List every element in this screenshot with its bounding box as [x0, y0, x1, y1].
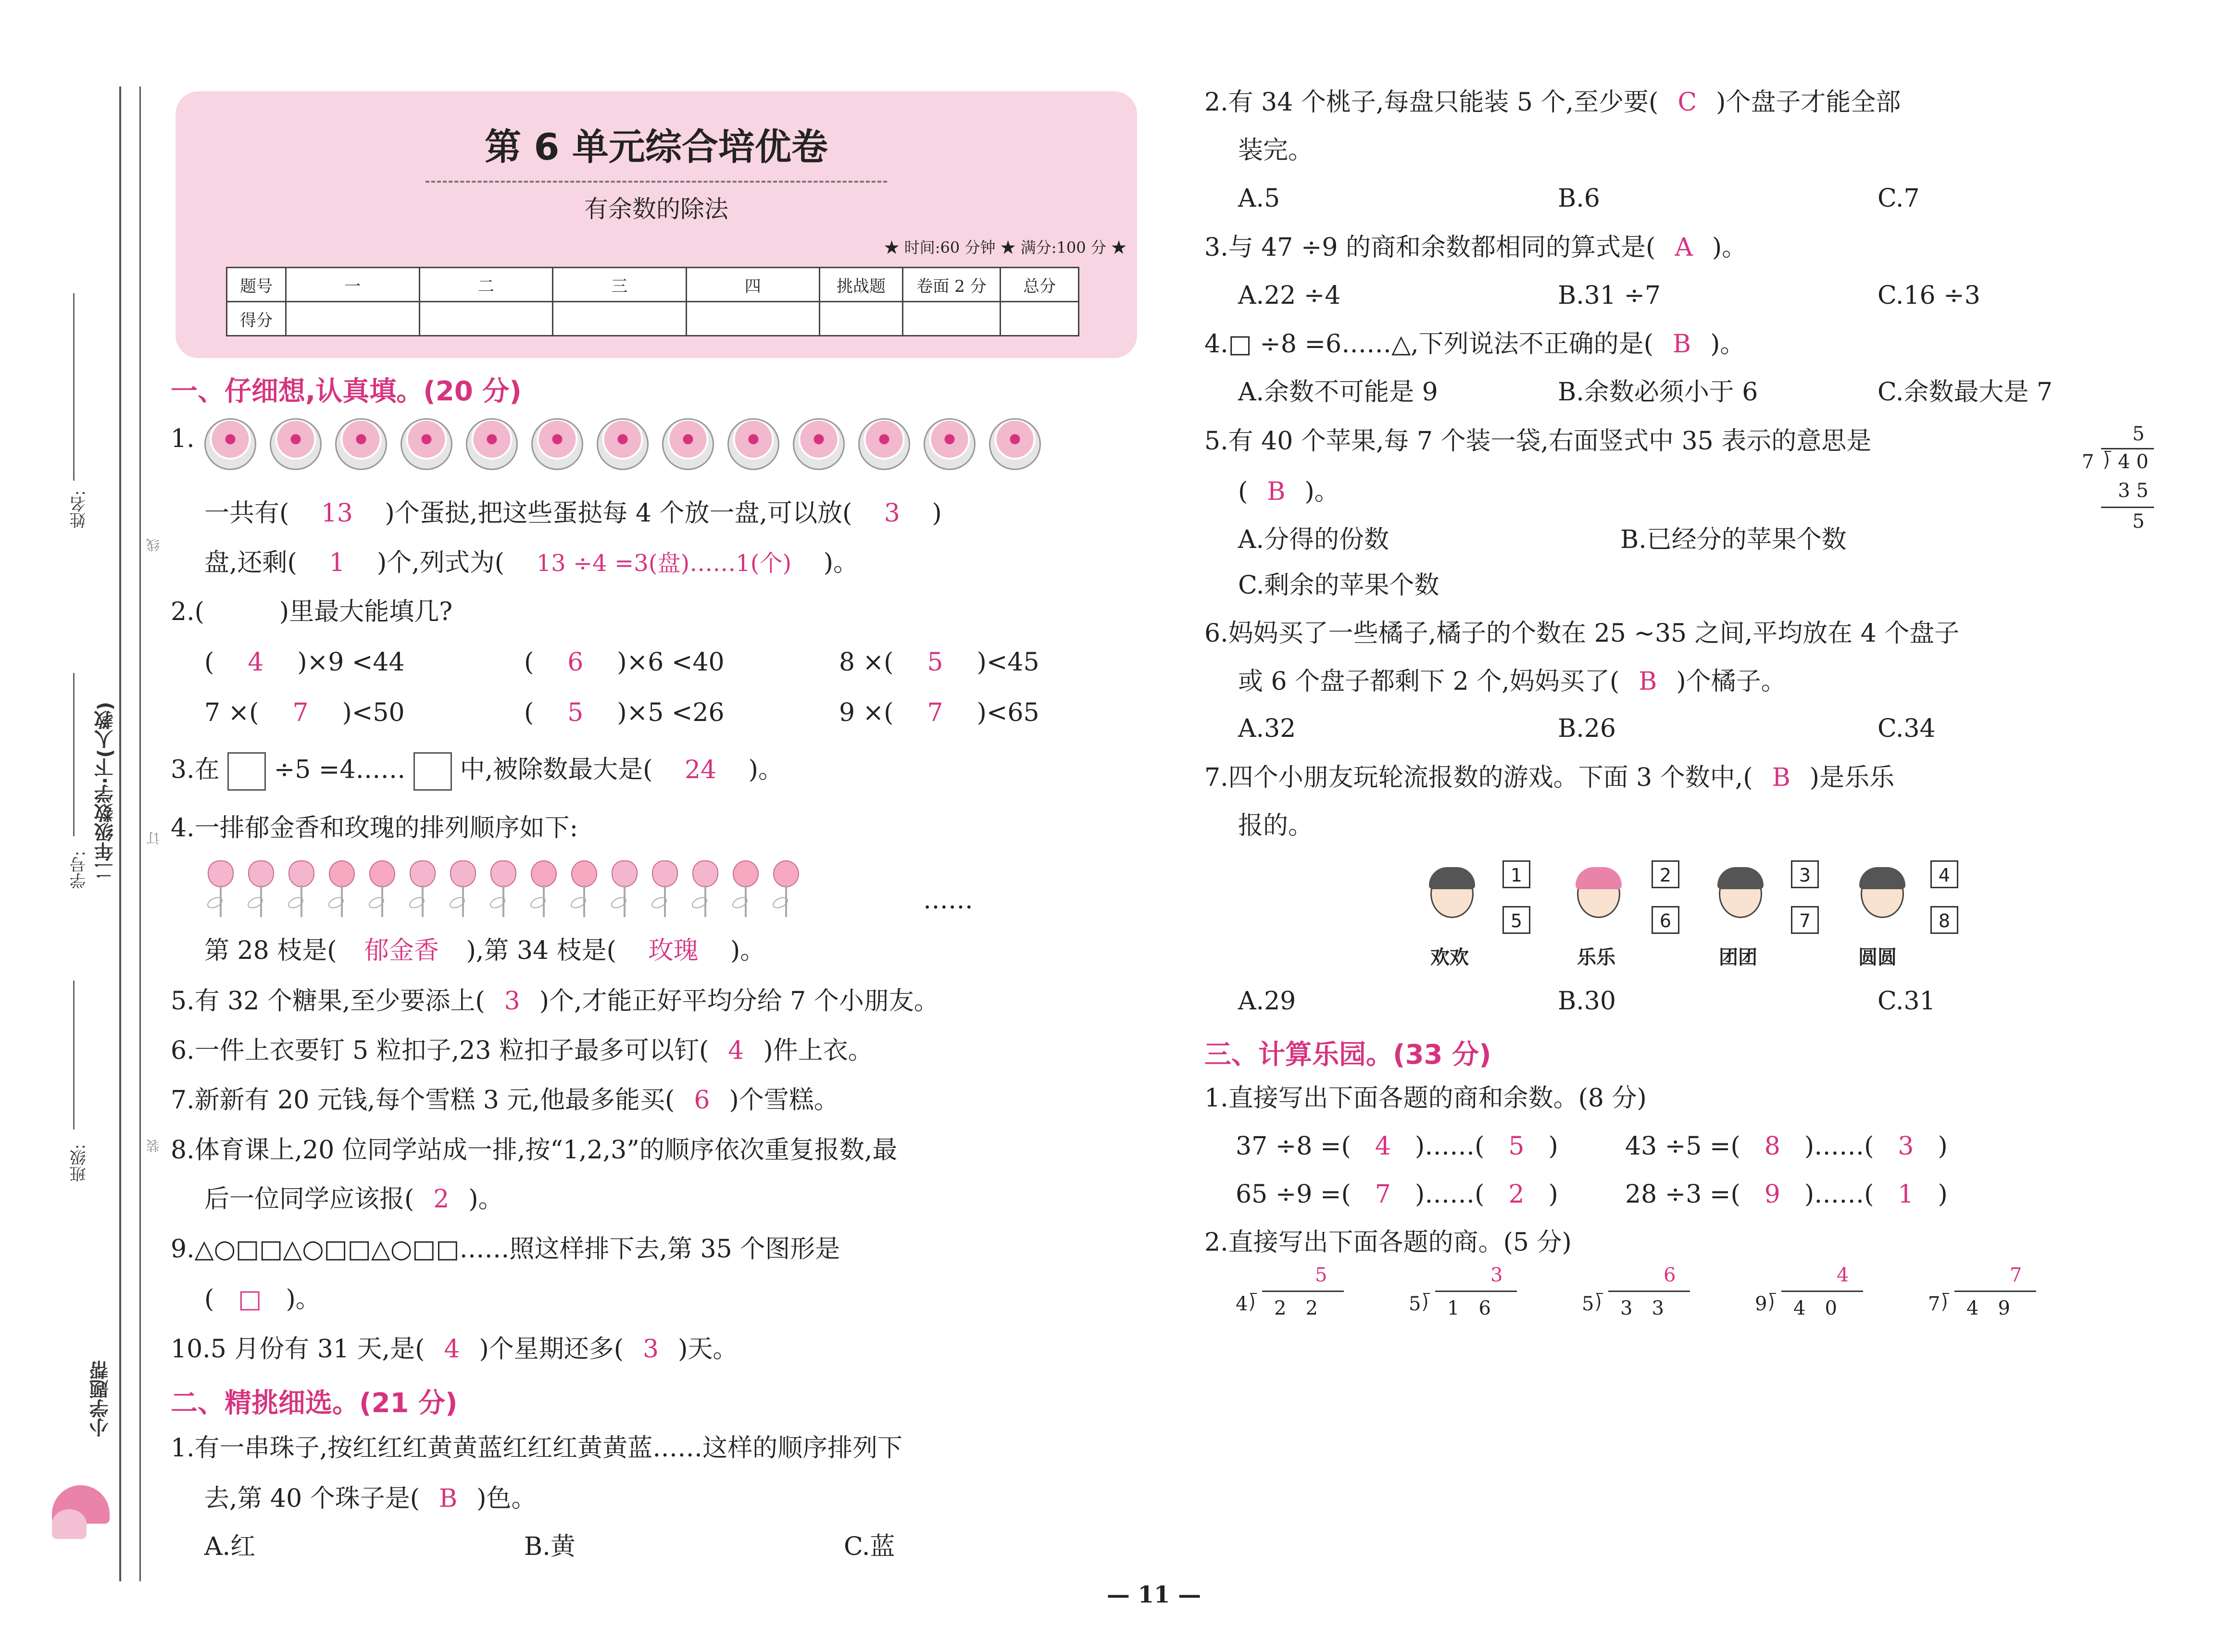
quotient: 5 [1315, 1264, 1327, 1286]
answer: B [439, 1484, 458, 1513]
flower-ellipsis: …… [923, 886, 973, 915]
rose-icon [323, 860, 361, 918]
number-box: 8 [1930, 906, 1958, 934]
boy-yuanyuan-icon [1853, 865, 1911, 923]
rose-icon [767, 860, 805, 918]
student-no-label: 学号: [70, 851, 89, 889]
s1-q2-item: ( 6 )×6 <40 [524, 648, 725, 677]
binding-line-right [139, 87, 141, 1581]
title-divider [426, 181, 887, 183]
answer: 2 [433, 1185, 450, 1214]
division-bracket-icon: ⟌ [2103, 451, 2112, 473]
quotient: 4 [1837, 1264, 1849, 1286]
answer: 1 [1898, 1180, 1914, 1209]
s1-q1-line1: 一共有( 13 )个蛋挞,把这些蛋挞每 4 个放一盘,可以放( 3 ) [204, 499, 942, 528]
option: C.剩余的苹果个数 [1238, 571, 1439, 600]
s1-q2-item: 8 ×( 5 )<45 [839, 648, 1039, 677]
option: C.16 ÷3 [1878, 281, 1980, 310]
vert-dividend: 4 0 [2118, 451, 2149, 473]
answer: 7 [292, 698, 309, 727]
egg-tart-icon [989, 418, 1041, 470]
answer: B [1639, 667, 1657, 696]
egg-tart-icon [793, 418, 845, 470]
answer: A [1675, 233, 1693, 262]
option: A.22 ÷4 [1238, 281, 1341, 310]
answer: 8 [1764, 1132, 1780, 1161]
answer: 3 [643, 1335, 659, 1364]
option: A.余数不可能是 9 [1238, 378, 1438, 407]
dividend: 3 3 [1620, 1297, 1664, 1319]
option: C.7 [1878, 184, 1920, 213]
egg-tart-row [204, 418, 1054, 470]
score-table [226, 267, 1079, 336]
exam-subtitle: 有余数的除法 [584, 195, 728, 223]
score-input-cell[interactable] [286, 302, 420, 336]
s1-q1-line2: 盘,还剩( 1 )个,列式为( 13 ÷4 =3(盘)……1(个) )。 [204, 548, 859, 577]
cut-line-zhuang: 装 [146, 1139, 162, 1153]
s1-q7: 7.新新有 20 元钱,每个雪糕 3 元,他最多能买( 6 )个雪糕。 [171, 1086, 839, 1115]
s2-q6-line1: 6.妈妈买了一些橘子,橘子的个数在 25 ~35 之间,平均放在 4 个盘子 [1204, 619, 1960, 648]
answer: 3 [504, 987, 520, 1016]
answer: 13 [321, 499, 353, 528]
s1-q9-line1: 9.△○□□△○□□△○□□……照这样排下去,第 35 个图形是 [171, 1235, 840, 1264]
score-header-cell: 二 [419, 268, 553, 302]
answer: 2 [1508, 1180, 1525, 1209]
name-label: 姓名: [70, 490, 89, 529]
tulip-icon [646, 860, 684, 918]
tulip-icon [687, 860, 724, 918]
egg-tart-icon [204, 418, 256, 470]
division-bracket-icon: ⟌ [1768, 1293, 1777, 1315]
divisor: 9 [1755, 1293, 1767, 1315]
dividend: 4 9 [1966, 1297, 2010, 1319]
egg-tart-icon [466, 418, 518, 470]
rose-icon [565, 860, 603, 918]
class-underline [73, 981, 75, 1130]
score-input-cell[interactable] [820, 302, 903, 336]
dividend: 4 0 [1793, 1297, 1837, 1319]
exam-header [175, 91, 1137, 358]
option: A.29 [1238, 987, 1296, 1016]
s1-q2-item: ( 5 )×5 <26 [524, 698, 725, 727]
s1-q2-item: 7 ×( 7 )<50 [204, 698, 405, 727]
vinculum [1608, 1291, 1690, 1292]
division-bracket-icon: ⟌ [1249, 1293, 1257, 1315]
page-number: — 11 — [1106, 1581, 1202, 1608]
answer: B [1672, 330, 1691, 359]
answer: 13 ÷4 =3(盘)……1(个) [536, 550, 792, 577]
s2-q2-line1: 2.有 34 个桃子,每盘只能装 5 个,至少要( C )个盘子才能全部 [1204, 88, 1901, 117]
egg-tart-icon [531, 418, 583, 470]
vert-quotient: 5 [2132, 423, 2145, 445]
s3-q1-item: 65 ÷9 =( 7 )……( 2 ) [1236, 1180, 1558, 1209]
answer: C [1677, 88, 1697, 117]
s3-q1-item: 37 ÷8 =( 4 )……( 5 ) [1236, 1132, 1558, 1161]
cut-line-xian: 线 [146, 538, 162, 552]
number-box: 1 [1502, 860, 1530, 888]
answer: 3 [884, 499, 900, 528]
kid-name: 圆圆 [1858, 946, 1897, 969]
vert-remainder: 5 [2132, 510, 2145, 533]
answer: 4 [444, 1335, 460, 1364]
class-label: 班级: [70, 1144, 89, 1182]
number-box: 6 [1652, 906, 1679, 934]
score-input-cell[interactable] [903, 302, 1001, 336]
option: B.黄 [524, 1532, 576, 1561]
kid-name: 团团 [1719, 946, 1757, 969]
blank-box [413, 752, 452, 791]
score-input-cell[interactable] [1001, 302, 1079, 336]
s1-q10: 10.5 月份有 31 天,是( 4 )个星期还多( 3 )天。 [171, 1335, 738, 1364]
egg-tart-icon [335, 418, 387, 470]
egg-tart-icon [270, 418, 322, 470]
rose-icon [525, 860, 563, 918]
s2-q3: 3.与 47 ÷9 的商和余数都相同的算式是( A )。 [1204, 233, 1747, 262]
s1-q5: 5.有 32 个糖果,至少要添上( 3 )个,才能正好平均分给 7 个小朋友。 [171, 987, 939, 1016]
score-header-cell: 挑战题 [820, 268, 903, 302]
option: C.34 [1878, 714, 1936, 743]
quotient: 3 [1490, 1264, 1503, 1286]
score-input-cell[interactable] [553, 302, 687, 336]
girl-lele-icon [1570, 865, 1627, 923]
option: C.蓝 [844, 1532, 895, 1561]
kid-name: 欢欢 [1430, 946, 1469, 969]
s2-q7-line2: 报的。 [1238, 811, 1314, 840]
score-header-cell: 三 [553, 268, 687, 302]
vinculum [2101, 448, 2154, 449]
answer: 24 [684, 755, 717, 784]
s1-q2-item: ( 4 )×9 <44 [204, 648, 405, 677]
score-header-cell: 一 [286, 268, 420, 302]
book-label: 二年级数学·下(人教) [94, 702, 116, 881]
number-box: 5 [1502, 906, 1530, 934]
answer: 5 [1508, 1132, 1525, 1161]
vert-product: 3 5 [2118, 480, 2149, 502]
answer: 4 [728, 1036, 744, 1065]
answer: 5 [927, 648, 943, 677]
answer: 7 [1375, 1180, 1391, 1209]
brand-label: 小学题帮 [89, 1360, 112, 1437]
egg-tart-icon [924, 418, 976, 470]
score-input-cell[interactable] [686, 302, 820, 336]
answer: 1 [329, 548, 345, 577]
s3-q1-item: 28 ÷3 =( 9 )……( 1 ) [1625, 1180, 1948, 1209]
vinculum [1262, 1291, 1344, 1292]
exam-meta: ★ 时间:60 分钟 ★ 满分:100 分 ★ [884, 238, 1127, 257]
tulip-icon [404, 860, 441, 918]
tulip-icon [242, 860, 280, 918]
s3-q2-title: 2.直接写出下面各题的商。(5 分) [1204, 1228, 1572, 1257]
option: B.30 [1558, 987, 1616, 1016]
answer: 6 [694, 1086, 710, 1115]
name-underline [73, 293, 75, 481]
s1-q4-answer-line: 第 28 枝是( 郁金香 ),第 34 枝是( 玫瑰 )。 [204, 936, 765, 965]
quotient: 7 [2010, 1264, 2022, 1286]
s2-q1-line1: 1.有一串珠子,按红红红黄黄蓝红红红黄黄蓝……这样的顺序排列下 [171, 1434, 903, 1463]
s1-q4-title: 4.一排郁金香和玫瑰的排列顺序如下: [171, 814, 578, 843]
rose-icon [363, 860, 401, 918]
answer: 4 [248, 648, 264, 677]
dividend: 1 6 [1447, 1297, 1491, 1319]
tulip-icon [444, 860, 482, 918]
egg-tart-icon [727, 418, 779, 470]
s2-q5-line2: ( B )。 [1238, 477, 1339, 506]
option: A.红 [204, 1532, 256, 1561]
section1-title: 一、仔细想,认真填。(20 分) [171, 376, 522, 407]
answer: □ [238, 1285, 262, 1314]
binding-line-left [119, 87, 121, 1581]
s2-q2-line2: 装完。 [1238, 136, 1314, 165]
egg-tart-icon [662, 418, 714, 470]
vert-divisor: 7 [2082, 451, 2094, 473]
s1-q2-item: 9 ×( 7 )<65 [839, 698, 1039, 727]
subtraction-line [2101, 507, 2154, 508]
number-box: 2 [1652, 860, 1679, 888]
s1-q6: 6.一件上衣要钉 5 粒扣子,23 粒扣子最多可以钉( 4 )件上衣。 [171, 1036, 873, 1065]
s1-q8-line1: 8.体育课上,20 位同学站成一排,按“1,2,3”的顺序依次重复报数,最 [171, 1136, 898, 1165]
score-header-cell: 四 [686, 268, 820, 302]
option: B.已经分的苹果个数 [1620, 525, 1847, 554]
s2-q6-line2: 或 6 个盘子都剩下 2 个,妈妈买了( B )个橘子。 [1238, 667, 1786, 696]
mushroom-small-icon [52, 1509, 87, 1539]
score-header-cell: 卷面 2 分 [903, 268, 1001, 302]
number-box: 3 [1791, 860, 1819, 888]
s2-q1-line2: 去,第 40 个珠子是( B )色。 [204, 1484, 537, 1513]
division-bracket-icon: ⟌ [1422, 1293, 1430, 1315]
s1-q2-title: 2.( )里最大能填几? [171, 597, 453, 626]
exam-title: 第 6 单元综合培优卷 [485, 125, 828, 168]
cut-line-ding: 订 [146, 832, 162, 845]
tulip-icon [606, 860, 643, 918]
option: B.余数必须小于 6 [1558, 378, 1758, 407]
dividend: 2 2 [1274, 1297, 1318, 1319]
egg-tart-icon [401, 418, 452, 470]
egg-tart-icon [597, 418, 649, 470]
answer: 5 [567, 698, 584, 727]
option: A.32 [1238, 714, 1296, 743]
vinculum [1435, 1291, 1517, 1292]
section3-title: 三、计算乐园。(33 分) [1204, 1039, 1491, 1070]
s1-q9-line2: ( □ )。 [204, 1285, 321, 1314]
answer: 9 [1764, 1180, 1780, 1209]
score-header-cell: 总分 [1001, 268, 1079, 302]
answer: 7 [927, 698, 943, 727]
score-header-cell: 题号 [227, 268, 286, 302]
girl-huanhuan-icon [1423, 865, 1481, 923]
divisor: 5 [1582, 1293, 1594, 1315]
blank-box [227, 752, 266, 791]
answer: 玫瑰 [648, 936, 699, 965]
s3-q1-item: 43 ÷5 =( 8 )……( 3 ) [1625, 1132, 1948, 1161]
option: B.6 [1558, 184, 1600, 213]
tulip-icon [485, 860, 522, 918]
divisor: 5 [1409, 1293, 1421, 1315]
option: B.31 ÷7 [1558, 281, 1661, 310]
answer: 郁金香 [364, 936, 439, 965]
option: A.5 [1238, 184, 1280, 213]
s3-q1-title: 1.直接写出下面各题的商和余数。(8 分) [1204, 1084, 1647, 1113]
egg-tart-icon [858, 418, 910, 470]
option: C.31 [1878, 987, 1936, 1016]
kid-name: 乐乐 [1577, 946, 1615, 969]
s1-q3: 3.在 ÷5 =4…… 中,被除数最大是( 24 )。 [171, 752, 783, 791]
answer: 6 [567, 648, 584, 677]
student-no-underline [73, 673, 75, 836]
s1-q8-line2: 后一位同学应该报( 2 )。 [204, 1185, 503, 1214]
section2-title: 二、精挑细选。(21 分) [171, 1388, 458, 1419]
score-input-cell[interactable] [419, 302, 553, 336]
answer: B [1267, 477, 1286, 506]
option: A.分得的份数 [1238, 525, 1389, 554]
quotient: 6 [1664, 1264, 1676, 1286]
answer: 4 [1375, 1132, 1391, 1161]
division-bracket-icon: ⟌ [1595, 1293, 1603, 1315]
divisor: 7 [1928, 1293, 1940, 1315]
s2-q5-line1: 5.有 40 个苹果,每 7 个装一袋,右面竖式中 35 表示的意思是 [1204, 427, 1872, 456]
flower-row [202, 860, 808, 918]
s2-q7-line1: 7.四个小朋友玩轮流报数的游戏。下面 3 个数中,( B )是乐乐 [1204, 763, 1895, 792]
s1-q1-number: 1. [171, 424, 195, 453]
division-bracket-icon: ⟌ [1941, 1293, 1950, 1315]
option: B.26 [1558, 714, 1616, 743]
rose-icon [727, 860, 764, 918]
tulip-icon [283, 860, 320, 918]
number-box: 4 [1930, 860, 1958, 888]
s2-q4: 4.□ ÷8 =6……△,下列说法不正确的是( B )。 [1204, 330, 1745, 359]
boy-tuantuan-icon [1712, 865, 1769, 923]
number-box: 7 [1791, 906, 1819, 934]
answer: B [1772, 763, 1790, 792]
vinculum [1954, 1291, 2036, 1292]
score-row-label: 得分 [227, 302, 286, 336]
answer: 3 [1898, 1132, 1914, 1161]
tulip-icon [202, 860, 239, 918]
option: C.余数最大是 7 [1878, 378, 2053, 407]
vinculum [1781, 1291, 1863, 1292]
divisor: 4 [1236, 1293, 1248, 1315]
